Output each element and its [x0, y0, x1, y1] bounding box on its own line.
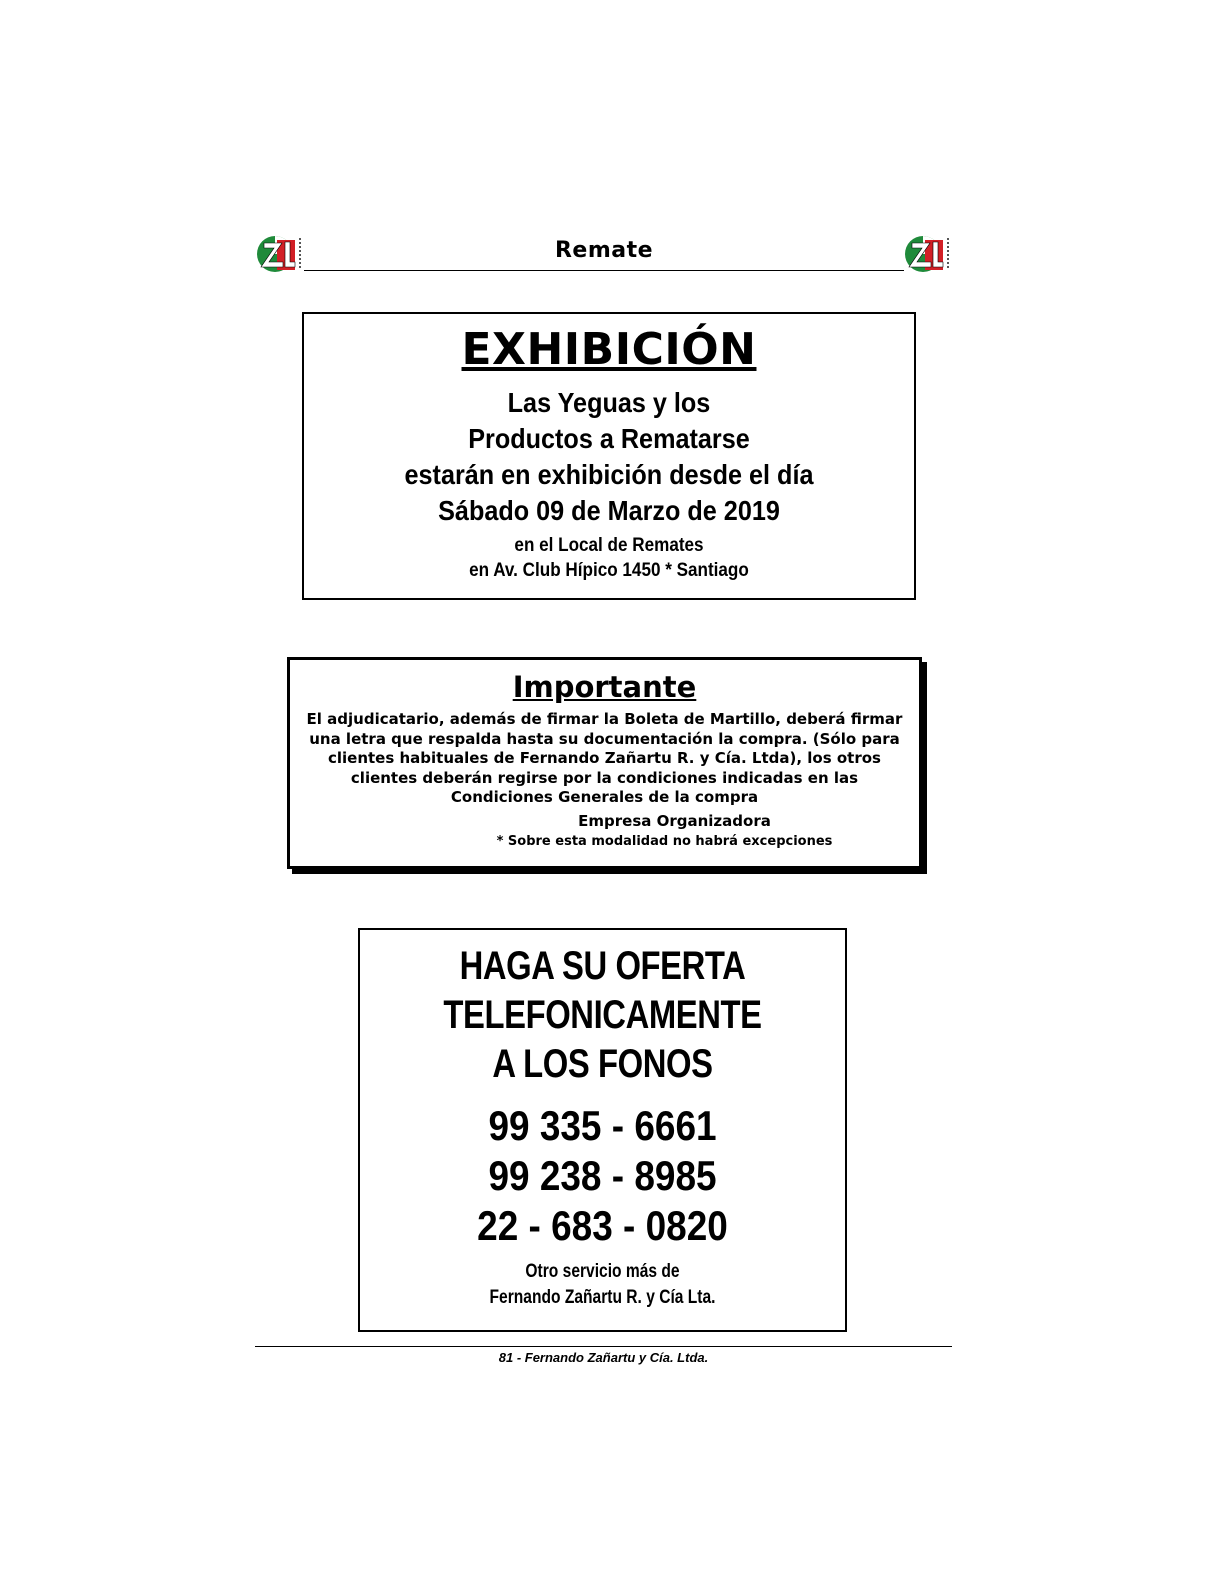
importante-box — [287, 657, 922, 869]
oferta-phone: 99 238 - 8985 — [488, 1152, 717, 1199]
exhibicion-location: en el Local de Remates — [514, 535, 704, 556]
exhibicion-line: estarán en exhibición desde el día — [404, 459, 814, 490]
exhibicion-title: EXHIBICIÓN — [461, 324, 757, 375]
header-rule — [304, 270, 904, 271]
exhibicion-address: en Av. Club Hípico 1450 * Santiago — [469, 560, 749, 581]
oferta-headline: A LOS FONOS — [492, 1042, 713, 1086]
header-title: Remate — [554, 238, 654, 263]
exhibicion-line: Las Yeguas y los — [507, 387, 711, 418]
importante-note: * Sobre esta modalidad no habrá excepciones — [496, 833, 833, 849]
oferta-service: Otro servicio más de — [525, 1261, 680, 1282]
exhibicion-date: Sábado 09 de Marzo de 2019 — [438, 495, 780, 526]
footer-rule — [255, 1346, 952, 1347]
exhibicion-box — [302, 312, 916, 600]
oferta-phone: 22 - 683 - 0820 — [477, 1202, 728, 1249]
zl-remates-logo-left — [255, 230, 305, 278]
zl-logo-icon — [903, 230, 953, 278]
oferta-headline: HAGA SU OFERTA — [459, 944, 746, 988]
zl-remates-logo-right — [903, 230, 953, 278]
importante-body: El adjudicatario, además de firmar la Boleta de Martillo, deberá firmar una letra que respalda hasta su documentación la compra. (Sólo para clientes habituales de Fernando Zañartu R. y Cía. Ltda), los otros clientes deberán regirse por la condiciones indicadas en las Condiciones Generales de la compra — [306, 710, 903, 806]
importante-title: Importante — [512, 670, 697, 704]
zl-logo-icon — [255, 230, 305, 278]
importante-organizer: Empresa Organizadora — [578, 811, 771, 830]
oferta-phone: 99 335 - 6661 — [488, 1102, 717, 1149]
exhibicion-line: Productos a Rematarse — [468, 423, 750, 454]
oferta-box — [358, 928, 847, 1332]
oferta-company: Fernando Zañartu R. y Cía Lta. — [489, 1287, 716, 1308]
footer-text: 81 - Fernando Zañartu y Cía. Ltda. — [498, 1350, 709, 1365]
oferta-headline: TELEFONICAMENTE — [443, 993, 762, 1037]
